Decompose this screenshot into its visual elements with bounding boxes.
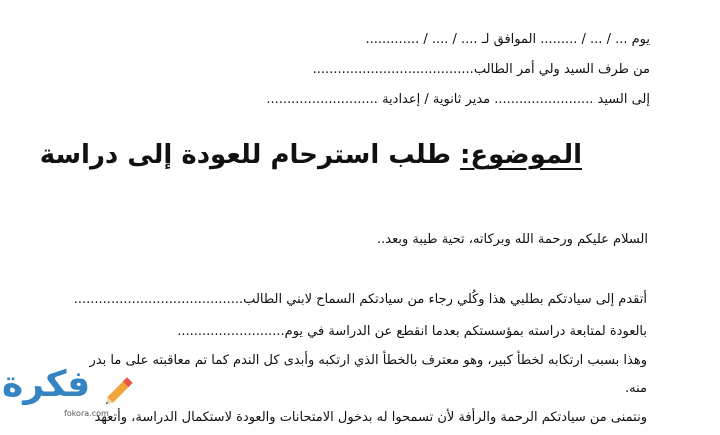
subject-text: طلب استرحام للعودة إلى دراسة [39,140,460,170]
body-line-4: منه. [625,381,647,396]
watermark-logo [0,362,160,432]
to-line: إلى السيد ........................ مدير ثانوية / إعدادية ........................... [266,92,650,107]
body-line-3: وهذا بسبب ارتكابه لخطأ كبير، وهو معترف بالخطأ الذي ارتكبه وأبدى كل الندم كما تم معاقبته على ما بدر [89,353,647,368]
pencil-icon [98,368,142,412]
greeting-line: السلام عليكم ورحمة الله وبركاته، تحية طيبة وبعد.. [377,232,648,247]
watermark-logo-text: فكرة [2,364,91,405]
subject-label: الموضوع: [460,140,582,170]
from-line: من طرف السيد ولي أمر الطالب....................................... [312,62,650,77]
body-line-2: بالعودة لمتابعة دراسته بمؤسستكم بعدما انقطع عن الدراسة في يوم.......................... [177,324,647,339]
watermark-site: fokora.com [64,409,109,418]
date-line: يوم ... / ... / ......... الموافق لـ .... / .... / ............. [365,32,650,47]
subject-title [40,140,582,170]
body-line-5: ونتمنى من سيادتكم الرحمة والرأفة لأن تسمحوا له بدخول الامتحانات والعودة لاستكمال الدراسة، وأتعهد [94,410,647,425]
body-line-1: أتقدم إلى سيادتكم بطلبي هذا وكُلي رجاء من سيادتكم السماح لابني الطالب......................................... [73,292,647,307]
